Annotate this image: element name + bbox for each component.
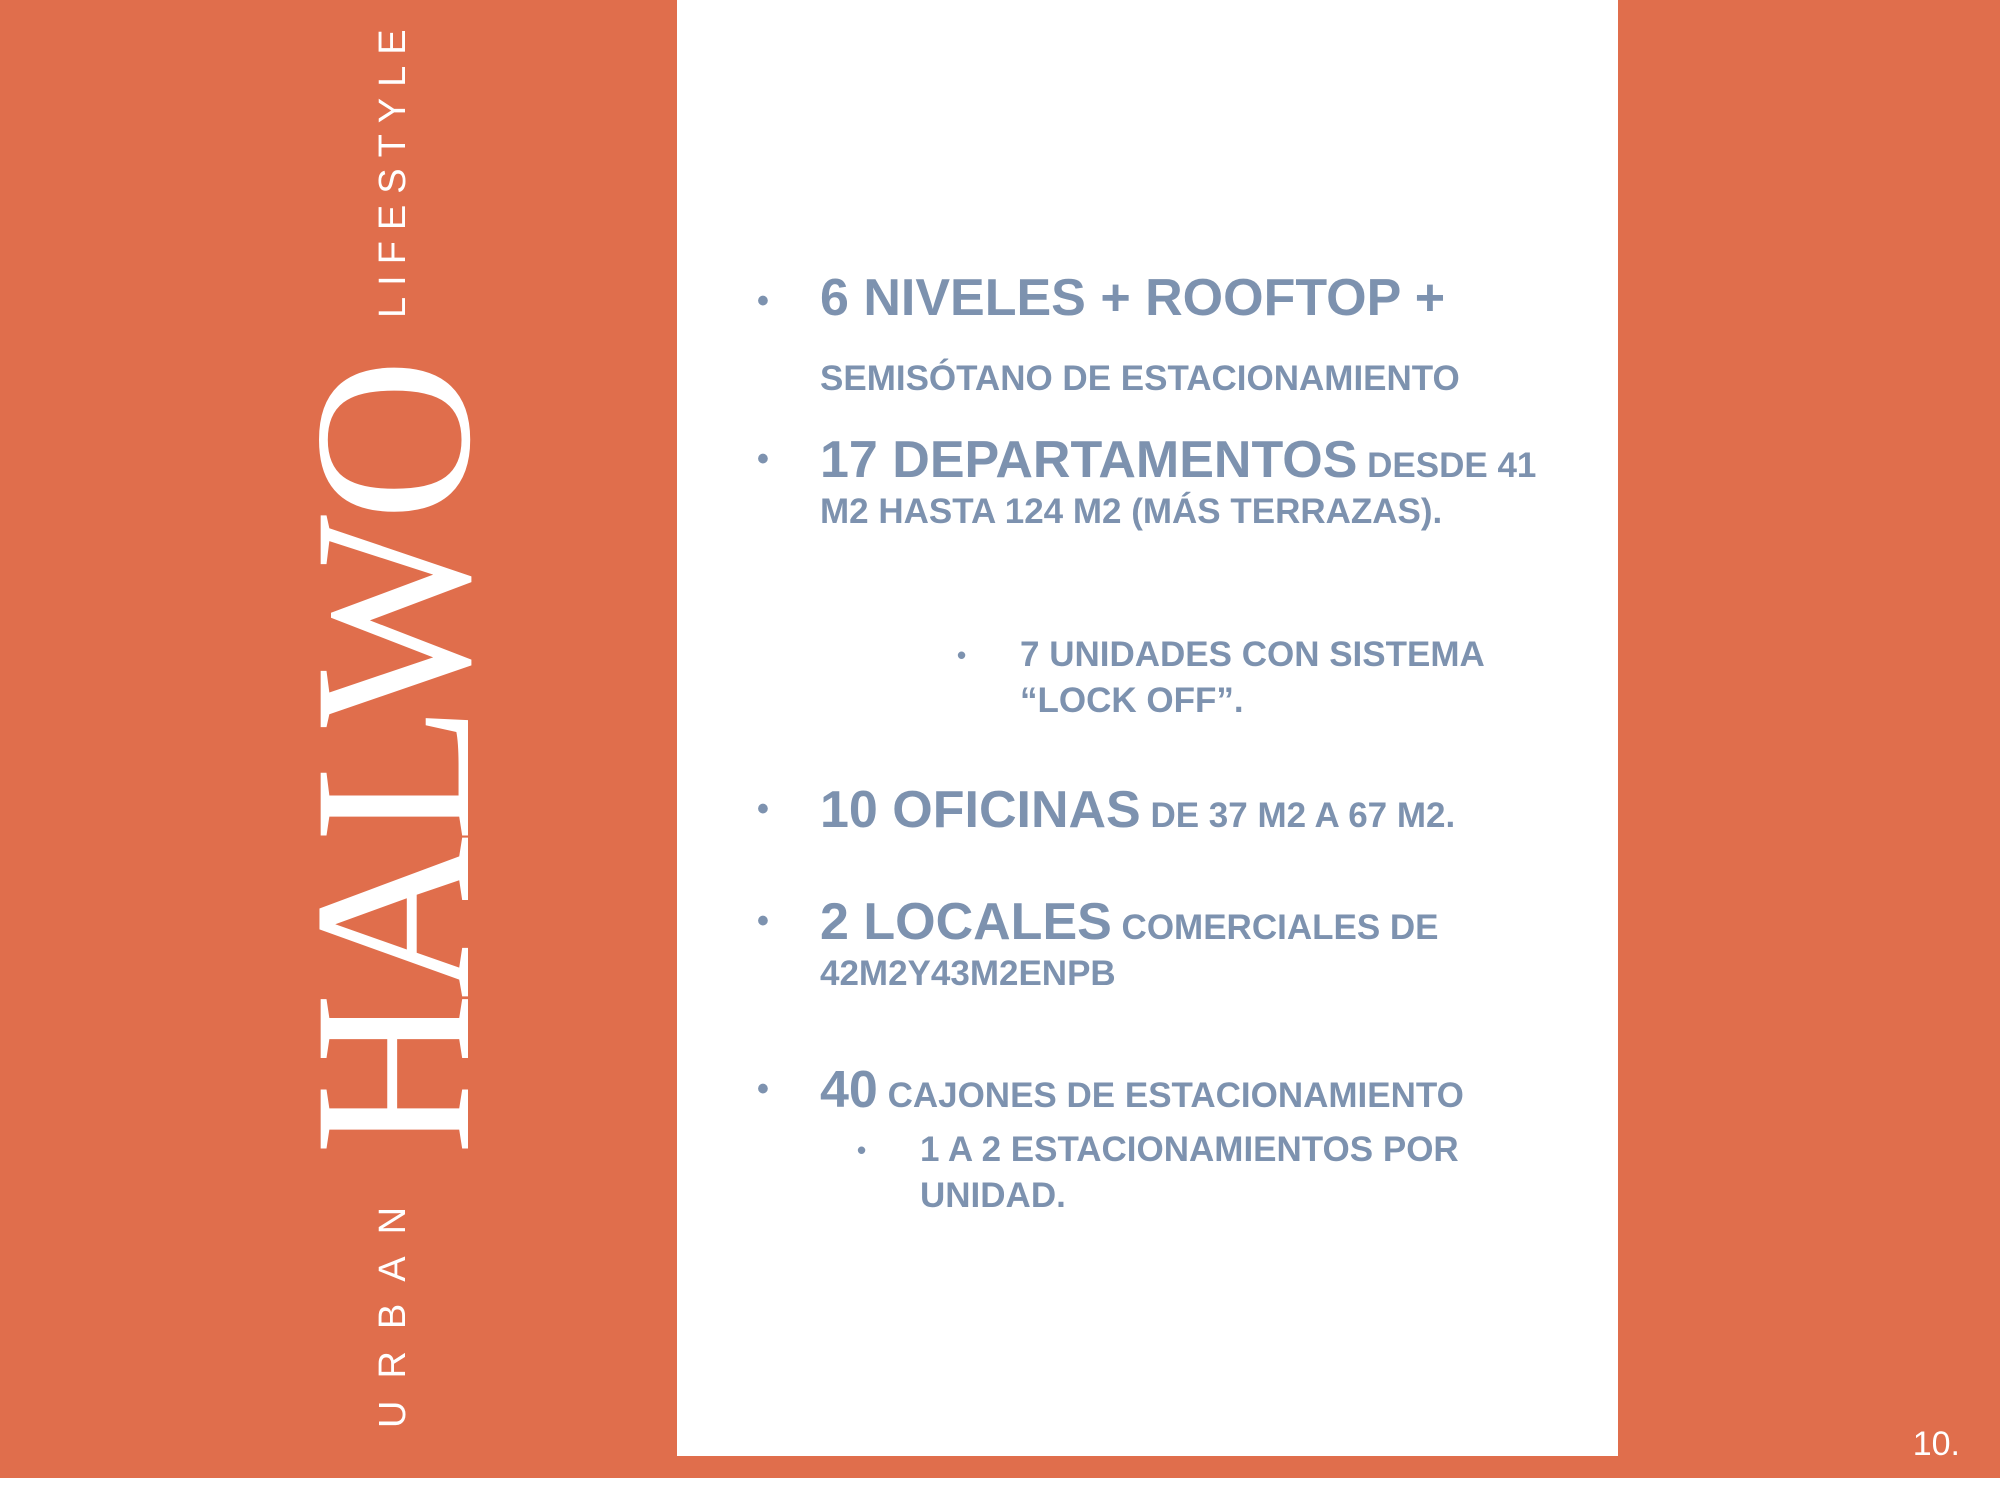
item-bold-text: 6 NIVELES + ROOFTOP + [820, 269, 1446, 327]
brand-urban-word: URBAN [372, 1184, 414, 1428]
item-bold-text: 10 OFICINAS [820, 781, 1141, 839]
sub-item-estacionamientos: 1 A 2 ESTACIONAMIENTOS POR UNIDAD. [920, 1130, 1459, 1215]
item-bold-text: 40 [820, 1061, 878, 1119]
item-detail-text: DE 37 M2 A 67 M2. [1140, 796, 1456, 835]
list-item-locales [820, 894, 1520, 997]
bullet: • [757, 440, 769, 478]
item-bold-text: 17 DEPARTAMENTOS [820, 431, 1358, 489]
bullet: • [757, 902, 769, 940]
list-item-niveles [820, 270, 1600, 402]
content-panel [677, 0, 1618, 1456]
item-detail-text: DESDE 41 M2 HASTA 124 M2 (MÁS TERRAZAS). [820, 446, 1537, 531]
sub-item-lock-off: 7 UNIDADES CON SISTEMA “LOCK OFF”. [1020, 635, 1484, 720]
bullet: • [757, 1070, 769, 1108]
sub-bullet: • [857, 1135, 867, 1165]
item-bold-text: 2 LOCALES [820, 893, 1112, 951]
sub-bullet: • [957, 640, 967, 670]
brand-name-logo: HALWO [267, 364, 517, 1155]
item-detail-text: CAJONES DE ESTACIONAMIENTO [877, 1076, 1464, 1115]
page-number: 10. [1912, 1425, 1960, 1463]
list-item-oficinas [820, 782, 1580, 839]
list-item-cajones [820, 1062, 1600, 1119]
item-detail-text: SEMISÓTANO DE ESTACIONAMIENTO [820, 359, 1460, 398]
brand-lifestyle-word: LIFESTYLE [372, 18, 414, 318]
bullet: • [757, 790, 769, 828]
bottom-strip [0, 1478, 2000, 1500]
bullet: • [757, 282, 769, 320]
list-item-departamentos [820, 432, 1560, 535]
item-detail-text: COMERCIALES DE 42M2Y43M2ENPB [820, 908, 1439, 993]
